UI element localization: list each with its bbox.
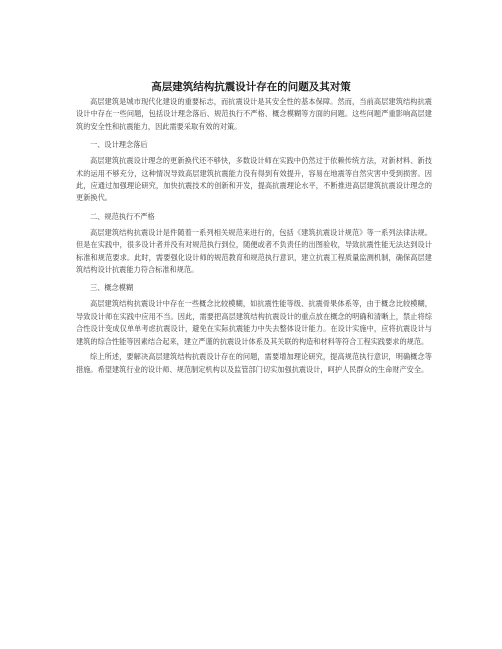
section-paragraph-1: 高层建筑抗震设计理念的更新换代还不够快，多数设计师在实践中仍然过于依赖传统方法，对新材料、新技术的运用不够充分，这种情况导致高层建筑抗震能力没有得到有效提升，容易在地震等自然灾害中受到损害。因此，应通过加强理论研究，加快抗震技术的创新和开发，提高抗震理论水平，不断推进高层建筑抗震设计理念的更新换代。 xyxy=(76,156,432,203)
intro-paragraph: 高层建筑是城市现代化建设的重要标志，而抗震设计是其安全性的基本保障。然而，当前高层建筑结构抗震设计中存在一些问题，包括设计理念落后、规范执行不严格、概念模糊等方面的问题。这些问题严重影响高层建筑的安全性和抗震能力，因此需要采取有效的对策。 xyxy=(76,97,432,131)
section-paragraph-3: 高层建筑结构抗震设计中存在一些概念比较模糊，如抗震性能等级、抗震骨果体系等，由于概念比较模糊，导致设计师在实践中应用不当。因此，需要把高层建筑结构抗震设计的重点放在概念的明确和清晰上，禁止将综合性设计变成仅单单考虑抗震设计，避免在实际抗震能力中失去整体设计能力。在设计实施中，应将抗震设计与建筑的综合性能等因素结合起来，建立严谨的抗震设计体系及其关联的构造和材料等符合工程实践要求的规范。 xyxy=(76,299,432,346)
document-title: 高层建筑结构抗震设计存在的问题及其对策 xyxy=(151,81,351,93)
conclusion-paragraph: 综上所述，要解决高层建筑结构抗震设计存在的问题，需要增加理论研究，提高规范执行意识，明确概念等措施。希望建筑行业的设计师、规范制定机构以及监管部门切实加强抗震设计，呵护人民群众的生命财产安全。 xyxy=(76,352,432,374)
section-heading-2: 二、规范执行不严格 xyxy=(90,211,155,221)
section-heading-1: 一、设计理念落后 xyxy=(90,140,148,150)
document-body xyxy=(76,96,432,376)
section-heading-3: 三、概念模糊 xyxy=(90,283,134,293)
section-paragraph-2: 高层建筑结构抗震设计是件随着一系列相关规范来进行的，包括《建筑抗震设计规范》等一系列法律法规。但是在实践中，很多设计者并没有对规范执行到位，随便或者不负责任的出图验收，导致抗震性能无法达到设计标准和规范要求。此时，需要强化设计师的规范教育和规范执行意识，建立抗震工程质量监测机制，确保高层建筑结构设计抗震能力符合标准和规范。 xyxy=(76,227,432,275)
